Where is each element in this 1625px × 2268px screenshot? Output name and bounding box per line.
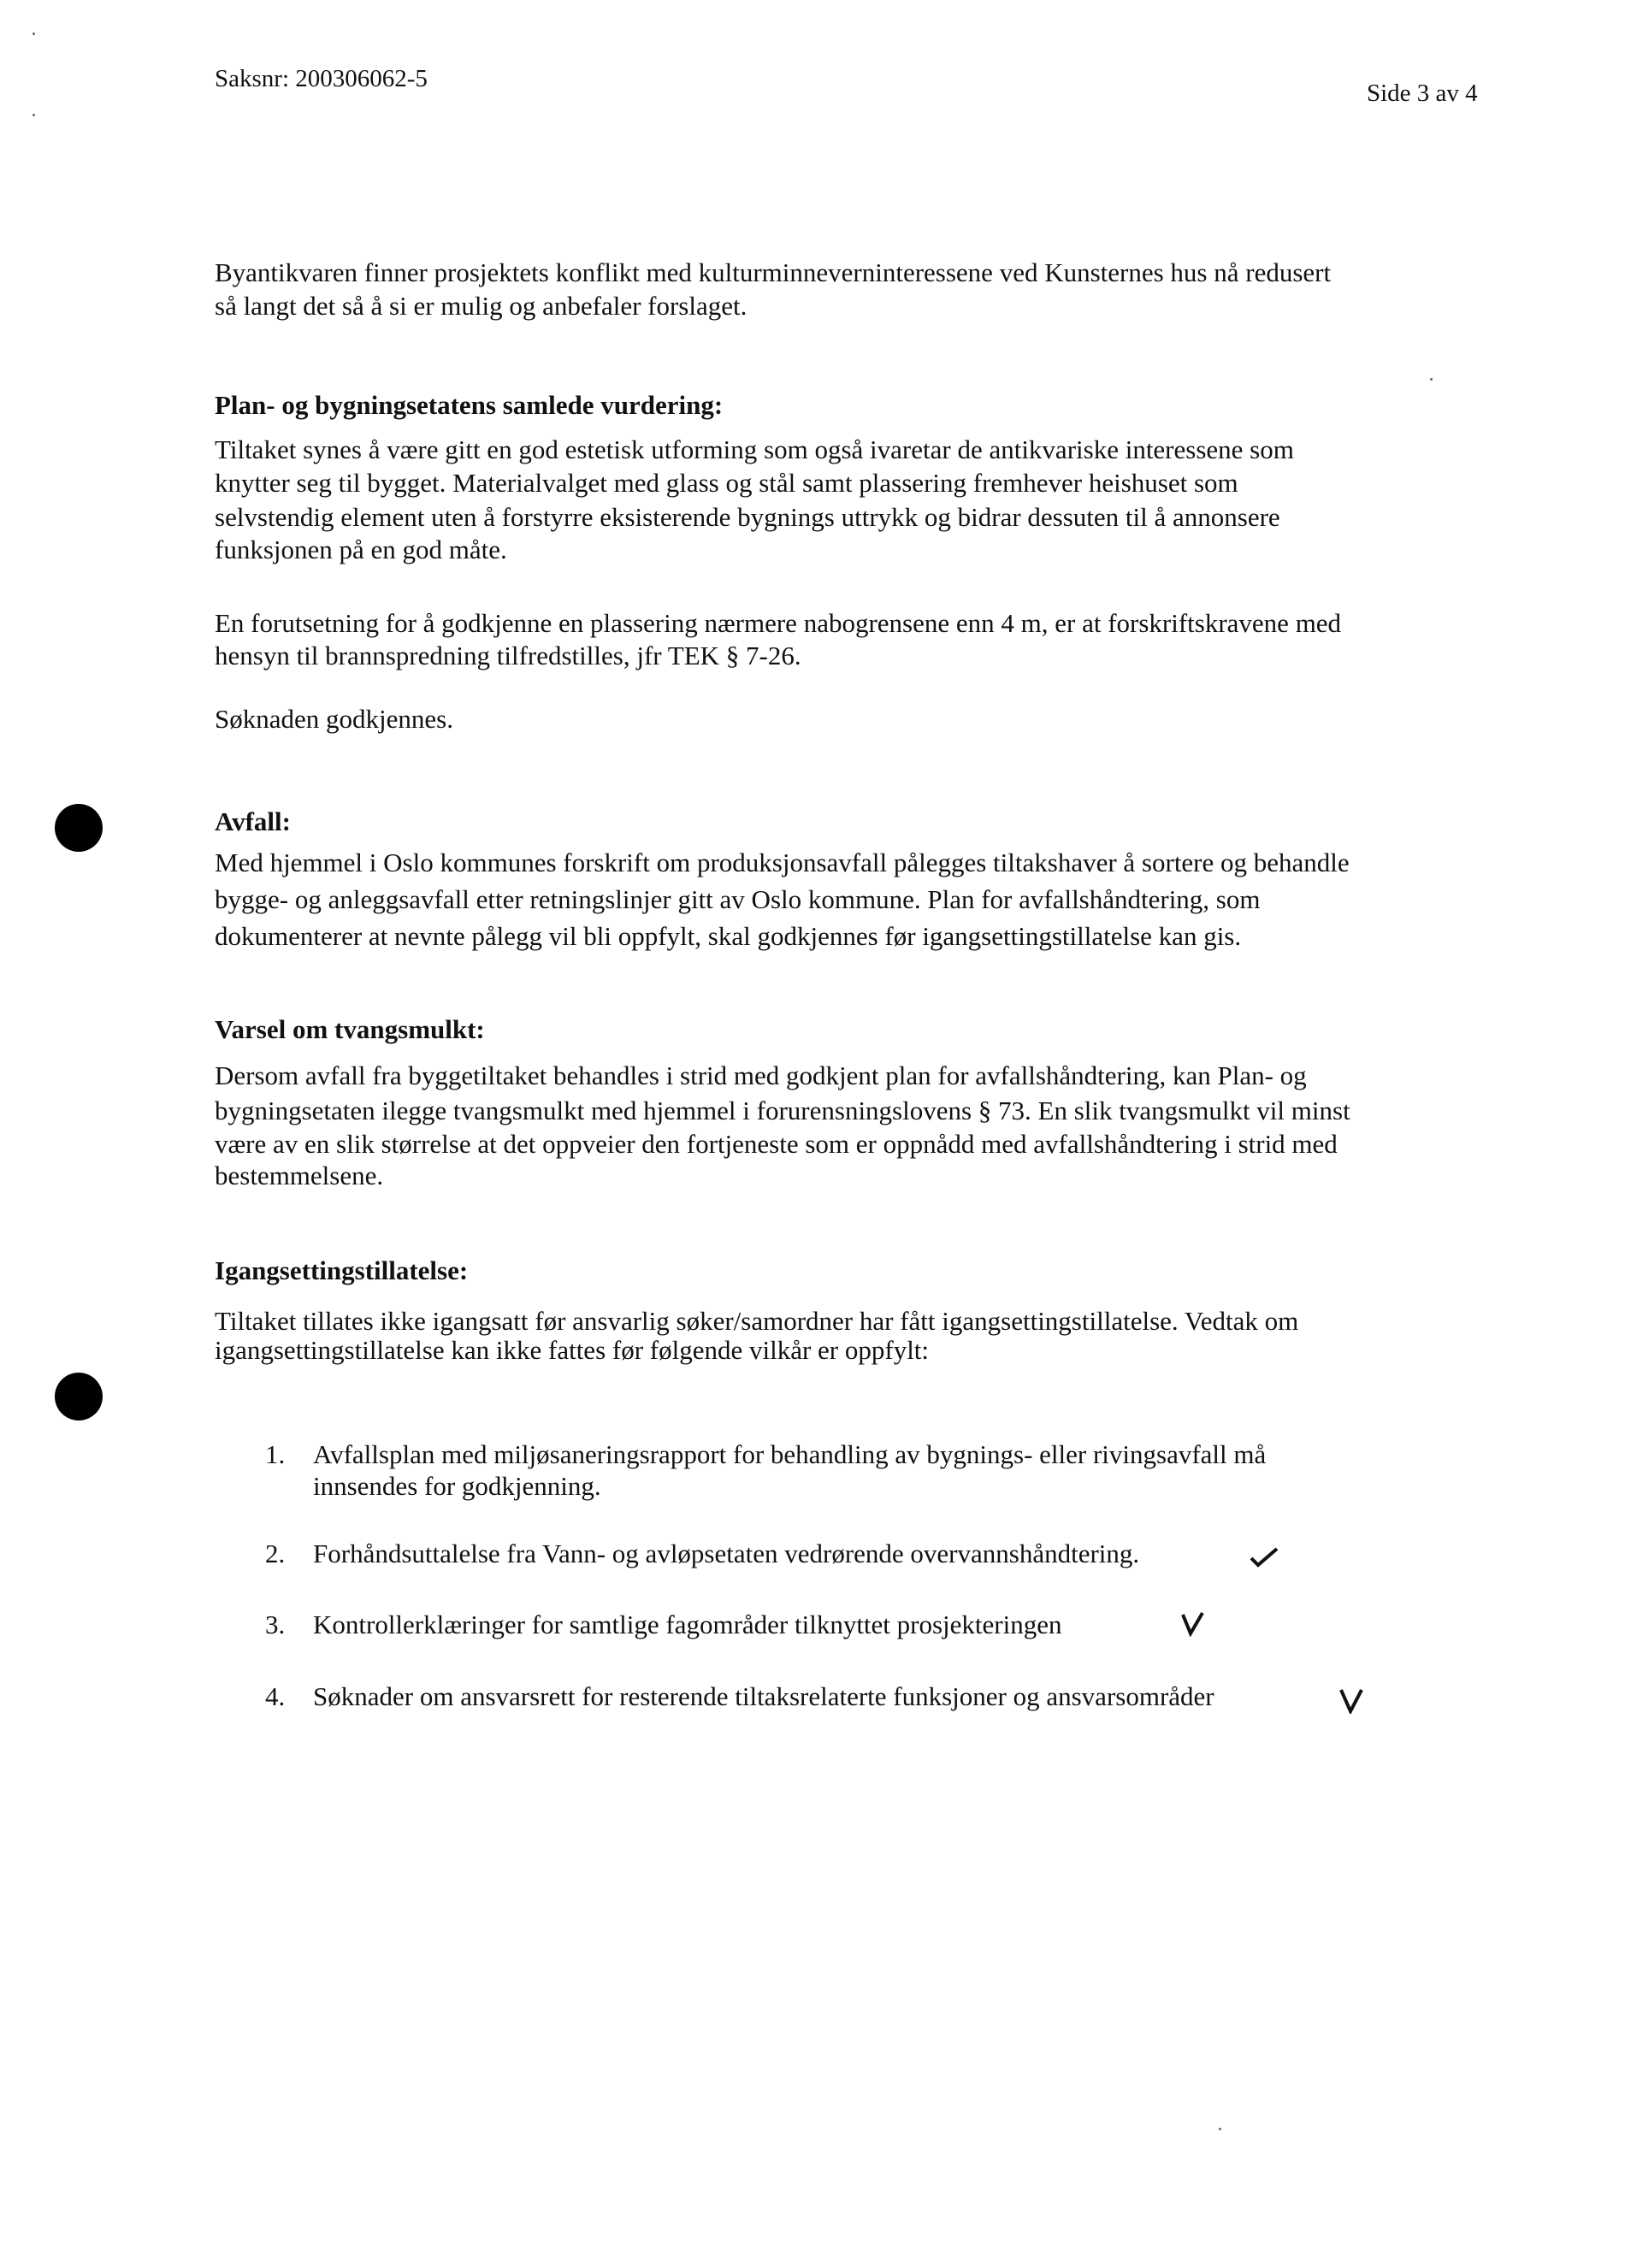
- text-line: bestemmelsene.: [215, 1161, 384, 1190]
- item-number: 3.: [265, 1609, 286, 1639]
- section-heading: Igangsettingstillatelse:: [215, 1255, 469, 1285]
- item-text: Søknader om ansvarsrett for resterende tiltaksrelaterte funksjoner og ansvarsområder: [313, 1681, 1214, 1711]
- punch-hole: [55, 804, 103, 852]
- handwritten-check-icon: [1249, 1546, 1279, 1568]
- case-number: Saksnr: 200306062-5: [215, 65, 428, 92]
- text-line: bygningsetaten ilegge tvangsmulkt med hjemmel i forurensningslovens § 73. En slik tvangsmulkt vil minst: [215, 1096, 1350, 1125]
- item-number: 1.: [265, 1439, 286, 1469]
- punch-hole: [55, 1373, 103, 1420]
- scan-speck: [1219, 2128, 1221, 2130]
- section-heading: Avfall:: [215, 806, 291, 836]
- text-line: igangsettingstillatelse kan ikke fattes før følgende vilkår er oppfylt:: [215, 1335, 930, 1365]
- text-line: hensyn til brannspredning tilfredstilles, jfr TEK § 7-26.: [215, 641, 801, 670]
- page-number: Side 3 av 4: [1367, 80, 1478, 107]
- scan-speck: [32, 114, 35, 116]
- item-number: 2.: [265, 1539, 286, 1568]
- item-number: 4.: [265, 1681, 286, 1711]
- handwritten-check-icon: [1338, 1686, 1364, 1714]
- text-line: så langt det så å si er mulig og anbefaler forslaget.: [215, 291, 748, 321]
- scan-speck: [1430, 378, 1433, 381]
- text-line: være av en slik størrelse at det oppveier den fortjeneste som er oppnådd med avfallshåndtering i strid med: [215, 1129, 1338, 1159]
- text-line: bygge- og anleggsavfall etter retningslinjer gitt av Oslo kommune. Plan for avfallshåndtering, som: [215, 884, 1261, 914]
- item-text: Avfallsplan med miljøsaneringsrapport for behandling av bygnings- eller rivingsavfall må: [313, 1439, 1267, 1469]
- section-heading: Varsel om tvangsmulkt:: [215, 1014, 485, 1044]
- handwritten-check-icon: [1180, 1609, 1206, 1637]
- scan-speck: [32, 32, 35, 35]
- item-text: Forhåndsuttalelse fra Vann- og avløpsetaten vedrørende overvannshåndtering.: [313, 1539, 1140, 1568]
- item-text: Kontrollerklæringer for samtlige fagområder tilknyttet prosjekteringen: [313, 1609, 1062, 1639]
- text-line: selvstendig element uten å forstyrre eksisterende bygnings uttrykk og bidrar dessuten til å annonsere: [215, 502, 1280, 532]
- section-heading: Plan- og bygningsetatens samlede vurdering:: [215, 390, 724, 420]
- text-line: knytter seg til bygget. Materialvalget med glass og stål samt plassering fremhever heishuset som: [215, 468, 1238, 498]
- text-line: Byantikvaren finner prosjektets konflikt med kulturminneverninteressene ved Kunsternes hus nå redusert: [215, 257, 1332, 287]
- item-text: innsendes for godkjenning.: [313, 1471, 601, 1501]
- text-line: funksjonen på en god måte.: [215, 535, 507, 564]
- text-line: Tiltaket tillates ikke igangsatt før ansvarlig søker/samordner har fått igangsettingstillatelse. Vedtak om: [215, 1306, 1299, 1336]
- conclusion-text: Søknaden godkjennes.: [215, 704, 453, 734]
- text-line: Tiltaket synes å være gitt en god estetisk utforming som også ivaretar de antikvariske interessene som: [215, 434, 1294, 464]
- text-line: Med hjemmel i Oslo kommunes forskrift om produksjonsavfall pålegges tiltakshaver å sortere og behandle: [215, 848, 1350, 877]
- text-line: Dersom avfall fra byggetiltaket behandles i strid med godkjent plan for avfallshåndtering, kan Plan- og: [215, 1060, 1307, 1090]
- text-line: dokumenterer at nevnte pålegg vil bli oppfylt, skal godkjennes før igangsettingstillatelse kan gis.: [215, 921, 1242, 951]
- text-line: En forutsetning for å godkjenne en plassering nærmere nabogrensene enn 4 m, er at forskriftskravene med: [215, 608, 1342, 638]
